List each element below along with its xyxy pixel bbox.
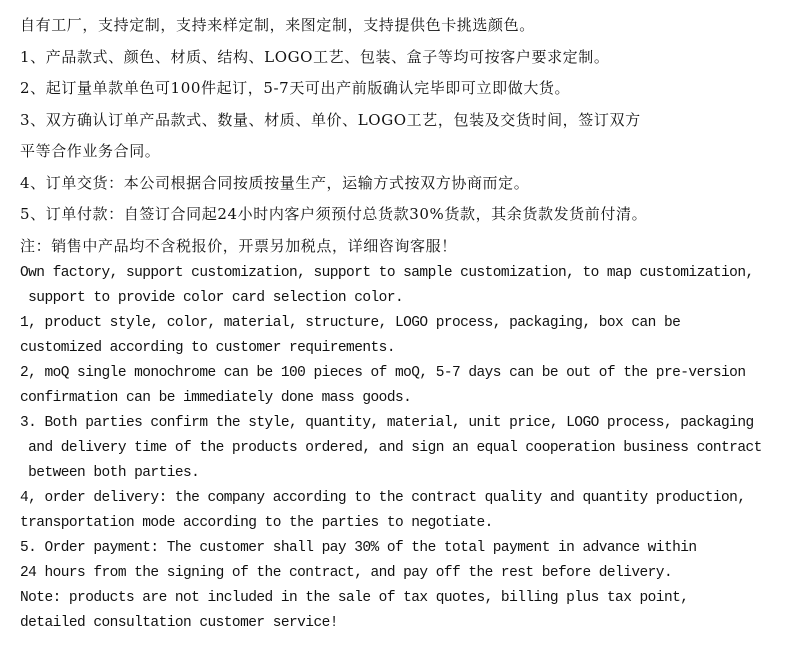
zh-term-2-line: 2、起订量单款单色可100件起订，5-7天可出产前版确认完毕即可立即做大货。 <box>20 79 571 97</box>
en-intro-line: Own factory, support customization, support to sample customization, to map customization, <box>20 265 754 281</box>
en-intro-continuation-line: support to provide color card selection color. <box>20 290 404 306</box>
zh-note-line: 注：销售中产品均不含税报价，开票另加税点，详细咨询客服！ <box>20 236 457 255</box>
en-term-3-line: 3. Both parties confirm the style, quantity, material, unit price, LOGO process, packaging <box>20 415 754 431</box>
en-term-3-continuation-line-2: between both parties. <box>20 465 200 481</box>
en-term-5-line: 5. Order payment: The customer shall pay 30% of the total payment in advance within <box>20 540 697 556</box>
zh-intro-line: 自有工厂，支持定制，支持来样定制，来图定制，支持提供色卡挑选颜色。 <box>20 16 535 34</box>
english-terms-block <box>20 261 785 636</box>
zh-term-5-line: 5、订单付款：自签订合同起24小时内客户须预付总货款30%货款，其余货款发货前付清。 <box>20 205 648 223</box>
en-term-1-line: 1, product style, color, material, structure, LOGO process, packaging, box can be <box>20 315 681 331</box>
zh-term-3-line: 3、双方确认订单产品款式、数量、材质、单价、LOGO工艺，包装及交货时间，签订双方 <box>20 110 641 129</box>
en-term-4-line: 4, order delivery: the company according to the contract quality and quantity production, <box>20 490 746 506</box>
chinese-terms-block <box>20 10 780 262</box>
en-term-3-continuation-line: and delivery time of the products ordered, and sign an equal cooperation business contract <box>20 440 762 456</box>
en-term-4-continuation-line: transportation mode according to the parties to negotiate. <box>20 515 493 531</box>
en-term-5-continuation-line: 24 hours from the signing of the contract, and pay off the rest before delivery. <box>20 565 673 581</box>
en-term-1-continuation-line: customized according to customer requirements. <box>20 340 395 356</box>
en-term-2-continuation-line: confirmation can be immediately done mass goods. <box>20 390 412 406</box>
zh-term-4-line: 4、订单交货：本公司根据合同按质按量生产，运输方式按双方协商而定。 <box>20 173 530 192</box>
zh-term-3-continuation-line: 平等合作业务合同。 <box>20 142 161 160</box>
en-note-line: Note: products are not included in the sale of tax quotes, billing plus tax point, <box>20 590 689 606</box>
en-note-continuation-line: detailed consultation customer service! <box>20 615 338 631</box>
en-term-2-line: 2, moQ single monochrome can be 100 pieces of moQ, 5-7 days can be out of the pre-version <box>20 365 746 381</box>
zh-term-1-line: 1、产品款式、颜色、材质、结构、LOGO工艺、包装、盒子等均可按客户要求定制。 <box>20 47 610 66</box>
